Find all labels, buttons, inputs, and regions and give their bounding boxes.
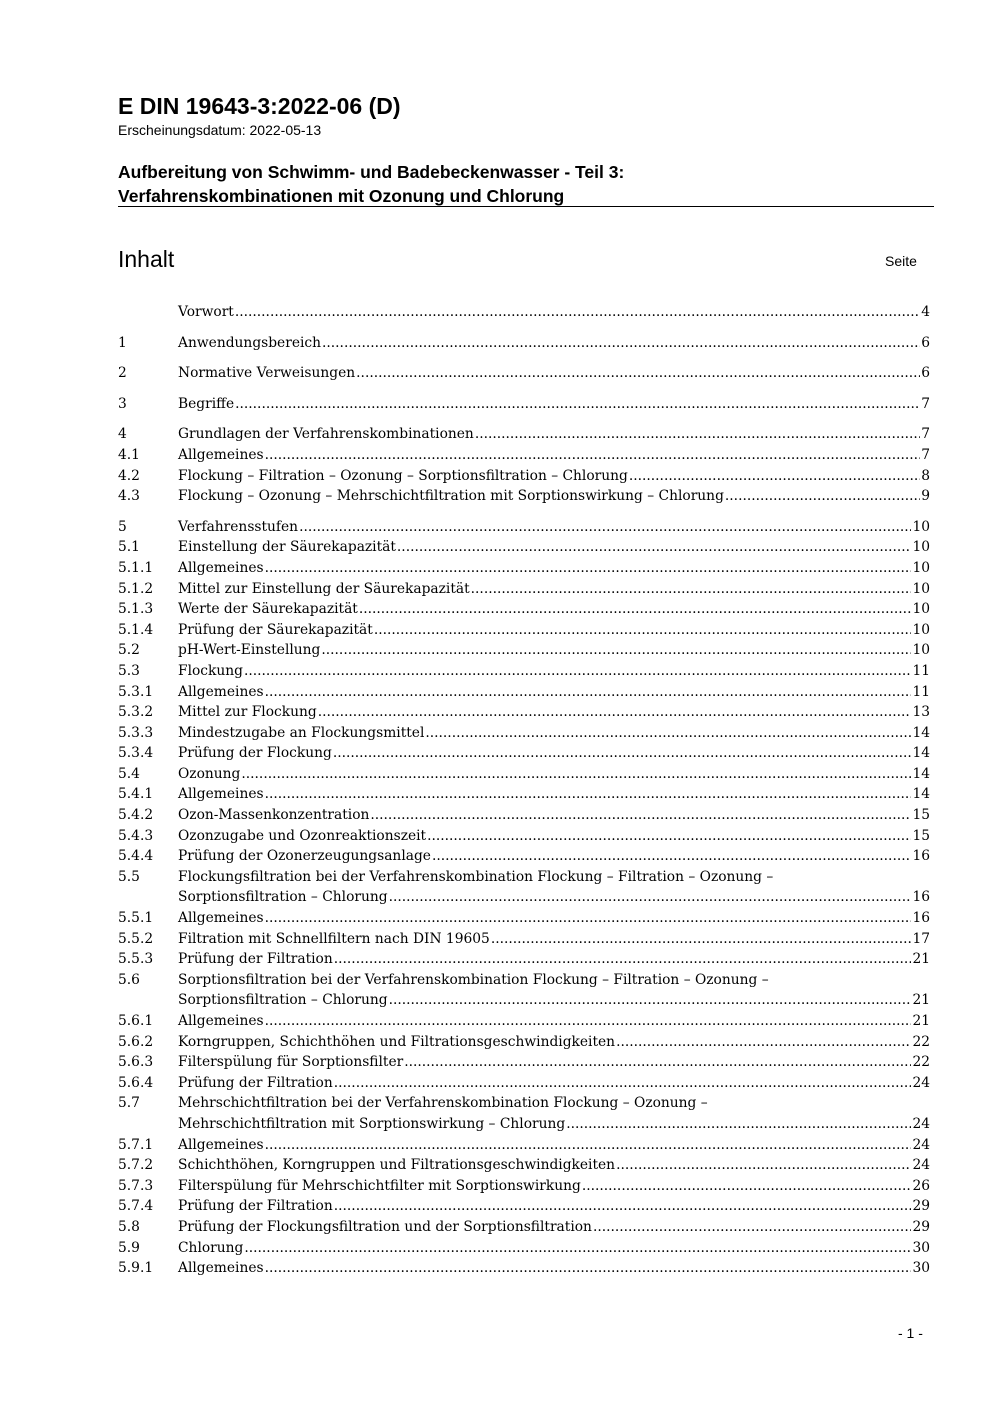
toc-entry[interactable] bbox=[118, 1032, 930, 1053]
toc-leader-dots bbox=[322, 333, 920, 354]
toc-entry-page: 13 bbox=[912, 704, 930, 721]
toc-entry-page: 21 bbox=[912, 1013, 930, 1029]
toc-entry[interactable] bbox=[118, 424, 930, 445]
toc-entry-number: 4.1 bbox=[118, 446, 140, 463]
toc-entry-page: 22 bbox=[912, 1033, 930, 1050]
toc-entry-page: 14 bbox=[912, 745, 930, 762]
toc-leader-dots bbox=[318, 702, 912, 723]
toc-entry-number: 5.1.1 bbox=[118, 559, 154, 576]
toc-entry[interactable] bbox=[118, 466, 930, 487]
toc-entry[interactable] bbox=[118, 1135, 930, 1156]
toc-entry[interactable] bbox=[118, 1238, 930, 1259]
toc-entry-label: Allgemeines bbox=[178, 910, 264, 927]
toc-entry-label: pH-Wert-Einstellung bbox=[178, 642, 321, 659]
toc-entry[interactable] bbox=[118, 805, 930, 826]
toc-entry-number: 5.4.3 bbox=[118, 827, 154, 844]
toc-entry-page: 10 bbox=[912, 621, 930, 638]
toc-entry-page: 22 bbox=[912, 1054, 930, 1071]
toc-leader-dots bbox=[265, 558, 912, 579]
toc-entry-label: Prüfung der Säurekapazität bbox=[178, 621, 373, 638]
toc-entry-number: 3 bbox=[118, 395, 127, 412]
toc-entry-label: Mehrschichtfiltration bei der Verfahrenskombination Flockung – Ozonung – bbox=[178, 1095, 708, 1112]
toc-leader-dots bbox=[566, 1114, 911, 1135]
toc-entry-label: Mittel zur Einstellung der Säurekapazität bbox=[178, 580, 470, 597]
toc-entry[interactable] bbox=[118, 1258, 930, 1279]
toc-entry-number: 1 bbox=[118, 334, 127, 351]
toc-leader-dots bbox=[616, 1155, 911, 1176]
toc-entry[interactable] bbox=[118, 846, 930, 867]
toc-entry[interactable] bbox=[118, 743, 930, 764]
toc-leader-dots bbox=[370, 805, 911, 826]
table-of-contents bbox=[118, 302, 930, 1279]
toc-entry-page: 24 bbox=[912, 1074, 930, 1091]
toc-entry-number: 5.5.1 bbox=[118, 910, 154, 927]
toc-entry-label: Allgemeines bbox=[178, 683, 264, 700]
toc-entry-number: 5.4 bbox=[118, 765, 140, 782]
toc-entry-number: 5.1.4 bbox=[118, 621, 154, 638]
toc-entry[interactable] bbox=[118, 702, 930, 723]
toc-entry-label: Sorptionsfiltration – Chlorung bbox=[178, 889, 388, 906]
toc-leader-dots bbox=[471, 579, 912, 600]
toc-entry-number: 5.3.2 bbox=[118, 704, 154, 721]
toc-entry[interactable] bbox=[118, 682, 930, 703]
toc-leader-dots bbox=[265, 784, 912, 805]
toc-entry[interactable] bbox=[118, 558, 930, 579]
toc-entry[interactable] bbox=[118, 620, 930, 641]
toc-leader-dots bbox=[265, 682, 912, 703]
toc-entry[interactable] bbox=[118, 333, 930, 354]
toc-entry-label: Filterspülung für Mehrschichtfilter mit Sorptionswirkung bbox=[178, 1177, 581, 1194]
toc-entry[interactable] bbox=[118, 1093, 930, 1114]
toc-entry-page: 11 bbox=[912, 683, 930, 700]
toc-entry-label: Sorptionsfiltration – Chlorung bbox=[178, 992, 388, 1009]
toc-entry-page: 7 bbox=[921, 426, 930, 443]
toc-leader-dots bbox=[299, 517, 911, 538]
toc-entry-label: Begriffe bbox=[178, 395, 235, 412]
toc-entry-page: 7 bbox=[921, 395, 930, 412]
toc-entry[interactable] bbox=[118, 537, 930, 558]
toc-entry[interactable] bbox=[118, 887, 930, 908]
toc-entry[interactable] bbox=[118, 1011, 930, 1032]
toc-entry-label: Prüfung der Flockungsfiltration und der Sorptionsfiltration bbox=[178, 1218, 592, 1235]
toc-entry-number: 5.5 bbox=[118, 868, 140, 885]
toc-entry-label: Vorwort bbox=[178, 304, 234, 320]
toc-entry-label: Ozonzugabe und Ozonreaktionszeit bbox=[178, 827, 427, 844]
toc-entry-label: Mindestzugabe an Flockungsmittel bbox=[178, 724, 425, 741]
document-title bbox=[118, 160, 624, 208]
toc-entry-label: Prüfung der Flockung bbox=[178, 745, 332, 762]
toc-entry-number: 5.5.2 bbox=[118, 930, 154, 947]
toc-entry[interactable] bbox=[118, 949, 930, 970]
toc-leader-dots bbox=[235, 302, 920, 323]
toc-leader-dots bbox=[425, 723, 911, 744]
toc-entry-page: 16 bbox=[912, 910, 930, 927]
toc-leader-dots bbox=[334, 1073, 912, 1094]
toc-entry-label: Flockungsfiltration bei der Verfahrenskombination Flockung – Filtration – Ozonung – bbox=[178, 868, 774, 885]
toc-leader-dots bbox=[321, 640, 911, 661]
toc-entry-number: 5.8 bbox=[118, 1218, 140, 1235]
toc-entry-page: 30 bbox=[912, 1239, 930, 1256]
toc-entry-page: 15 bbox=[912, 807, 930, 824]
document-id: E DIN 19643-3:2022-06 (D) bbox=[118, 93, 401, 119]
toc-entry-number: 5.7.3 bbox=[118, 1177, 154, 1194]
toc-entry-number: 5.4.2 bbox=[118, 807, 154, 824]
toc-leader-dots bbox=[265, 1258, 912, 1279]
toc-entry-number: 5.1 bbox=[118, 539, 140, 556]
toc-entry-page: 24 bbox=[912, 1157, 930, 1174]
toc-entry-number: 5.3.3 bbox=[118, 724, 154, 741]
toc-entry-page: 14 bbox=[912, 724, 930, 741]
toc-entry-number: 5.4.4 bbox=[118, 848, 154, 865]
toc-leader-dots bbox=[235, 394, 920, 415]
toc-entry-page: 21 bbox=[912, 951, 930, 968]
toc-entry-label: Prüfung der Ozonerzeugungsanlage bbox=[178, 848, 431, 865]
toc-entry-page: 16 bbox=[912, 889, 930, 906]
toc-entry[interactable] bbox=[118, 302, 930, 323]
toc-entry[interactable] bbox=[118, 1155, 930, 1176]
toc-entry-number: 5.3 bbox=[118, 662, 140, 679]
page-column-label: Seite bbox=[885, 253, 917, 269]
toc-entry[interactable] bbox=[118, 363, 930, 384]
toc-entry-number: 5.5.3 bbox=[118, 951, 154, 968]
toc-entry[interactable] bbox=[118, 826, 930, 847]
toc-entry-number: 5.6 bbox=[118, 971, 140, 988]
toc-leader-dots bbox=[582, 1176, 912, 1197]
toc-entry-page: 6 bbox=[921, 365, 930, 382]
toc-entry-number: 4.3 bbox=[118, 488, 140, 505]
toc-entry-number: 5.6.3 bbox=[118, 1054, 154, 1071]
toc-entry-number: 5.9.1 bbox=[118, 1260, 154, 1277]
toc-leader-dots bbox=[491, 929, 912, 950]
toc-entry-page: 16 bbox=[912, 848, 930, 865]
toc-entry-label: Anwendungsbereich bbox=[178, 334, 322, 351]
toc-entry[interactable] bbox=[118, 764, 930, 785]
toc-entry-label: Korngruppen, Schichthöhen und Filtrationsgeschwindigkeiten bbox=[178, 1033, 616, 1050]
toc-entry[interactable] bbox=[118, 1073, 930, 1094]
toc-entry-page: 10 bbox=[912, 642, 930, 659]
toc-entry-label: Einstellung der Säurekapazität bbox=[178, 539, 396, 556]
toc-leader-dots bbox=[725, 486, 920, 507]
toc-entry-page: 30 bbox=[912, 1260, 930, 1277]
toc-leader-dots bbox=[265, 1135, 912, 1156]
toc-leader-dots bbox=[404, 1052, 911, 1073]
toc-leader-dots bbox=[427, 826, 911, 847]
toc-entry-label: Filterspülung für Sorptionsfilter bbox=[178, 1054, 404, 1071]
toc-entry-label: Verfahrensstufen bbox=[178, 518, 299, 535]
toc-entry[interactable] bbox=[118, 1196, 930, 1217]
toc-entry-label: Ozonung bbox=[178, 765, 241, 782]
toc-entry[interactable] bbox=[118, 867, 930, 888]
toc-entry-label: Werte der Säurekapazität bbox=[178, 601, 358, 618]
toc-entry[interactable] bbox=[118, 394, 930, 415]
toc-leader-dots bbox=[244, 661, 911, 682]
toc-entry[interactable] bbox=[118, 445, 930, 466]
toc-entry[interactable] bbox=[118, 599, 930, 620]
toc-entry[interactable] bbox=[118, 970, 930, 991]
toc-entry-number: 5.7 bbox=[118, 1095, 140, 1112]
toc-leader-dots bbox=[593, 1217, 912, 1238]
toc-entry-label: Allgemeines bbox=[178, 786, 264, 803]
toc-leader-dots bbox=[616, 1032, 911, 1053]
toc-entry-page: 17 bbox=[912, 930, 930, 947]
toc-leader-dots bbox=[334, 1196, 912, 1217]
toc-entry-page: 11 bbox=[912, 662, 930, 679]
toc-entry-number: 5.2 bbox=[118, 642, 140, 659]
toc-leader-dots bbox=[244, 1238, 911, 1259]
toc-entry[interactable] bbox=[118, 723, 930, 744]
toc-entry-label: Allgemeines bbox=[178, 1136, 264, 1153]
toc-entry-number: 5 bbox=[118, 518, 127, 535]
toc-entry-page: 10 bbox=[912, 539, 930, 556]
toc-entry-label: Prüfung der Filtration bbox=[178, 1074, 333, 1091]
toc-entry-page: 14 bbox=[912, 786, 930, 803]
toc-leader-dots bbox=[265, 445, 921, 466]
toc-entry[interactable] bbox=[118, 486, 930, 507]
toc-entry-label: Allgemeines bbox=[178, 446, 264, 463]
toc-entry-page: 10 bbox=[912, 580, 930, 597]
footer-page-number: - 1 - bbox=[898, 1325, 923, 1341]
toc-leader-dots bbox=[397, 537, 912, 558]
toc-entry-page: 10 bbox=[912, 601, 930, 618]
toc-entry-page: 4 bbox=[921, 304, 930, 320]
toc-entry[interactable] bbox=[118, 1052, 930, 1073]
toc-leader-dots bbox=[333, 743, 912, 764]
toc-entry[interactable] bbox=[118, 908, 930, 929]
toc-entry-page: 15 bbox=[912, 827, 930, 844]
toc-entry-number: 5.4.1 bbox=[118, 786, 154, 803]
toc-entry-label: Filtration mit Schnellfiltern nach DIN 19605 bbox=[178, 930, 490, 947]
toc-leader-dots bbox=[389, 990, 912, 1011]
toc-entry[interactable] bbox=[118, 1114, 930, 1135]
toc-entry-label: Chlorung bbox=[178, 1239, 244, 1256]
toc-entry-page: 10 bbox=[912, 518, 930, 535]
toc-entry-page: 6 bbox=[921, 334, 930, 351]
title-line-2: Verfahrenskombinationen mit Ozonung und Chlorung bbox=[118, 186, 565, 206]
toc-entry-number: 5.9 bbox=[118, 1239, 140, 1256]
toc-entry-label: Schichthöhen, Korngruppen und Filtrationsgeschwindigkeiten bbox=[178, 1157, 616, 1174]
toc-entry-label: Sorptionsfiltration bei der Verfahrenskombination Flockung – Filtration – Ozonung – bbox=[178, 971, 769, 988]
toc-leader-dots bbox=[265, 908, 912, 929]
toc-entry-number: 5.1.3 bbox=[118, 601, 154, 618]
toc-entry-number: 5.7.2 bbox=[118, 1157, 154, 1174]
toc-entry[interactable] bbox=[118, 1217, 930, 1238]
toc-entry-number: 5.6.4 bbox=[118, 1074, 154, 1091]
toc-entry[interactable] bbox=[118, 579, 930, 600]
toc-entry-number: 5.3.1 bbox=[118, 683, 154, 700]
toc-entry-label: Normative Verweisungen bbox=[178, 365, 356, 382]
toc-entry-number: 5.6.2 bbox=[118, 1033, 154, 1050]
toc-entry-label: Allgemeines bbox=[178, 559, 264, 576]
toc-entry-label: Mehrschichtfiltration mit Sorptionswirkung – Chlorung bbox=[178, 1115, 566, 1132]
toc-entry-page: 10 bbox=[912, 559, 930, 576]
toc-entry-number: 5.7.4 bbox=[118, 1198, 154, 1215]
toc-entry-page: 21 bbox=[912, 992, 930, 1009]
toc-entry-label: Flockung – Ozonung – Mehrschichtfiltration mit Sorptionswirkung – Chlorung bbox=[178, 488, 724, 505]
toc-leader-dots bbox=[374, 620, 912, 641]
toc-entry-label: Flockung bbox=[178, 662, 243, 679]
toc-entry-page: 14 bbox=[912, 765, 930, 782]
toc-entry[interactable] bbox=[118, 990, 930, 1011]
publication-date: Erscheinungsdatum: 2022-05-13 bbox=[118, 122, 322, 138]
toc-entry[interactable] bbox=[118, 517, 930, 538]
toc-leader-dots bbox=[432, 846, 911, 867]
toc-entry-label: Allgemeines bbox=[178, 1013, 264, 1029]
toc-entry[interactable] bbox=[118, 929, 930, 950]
toc-entry-page: 8 bbox=[921, 467, 930, 484]
toc-entry-number: 5.6.1 bbox=[118, 1013, 154, 1029]
toc-entry-page: 29 bbox=[912, 1218, 930, 1235]
toc-entry-number: 4.2 bbox=[118, 467, 140, 484]
toc-entry[interactable] bbox=[118, 661, 930, 682]
toc-leader-dots bbox=[389, 887, 912, 908]
toc-entry-page: 24 bbox=[912, 1136, 930, 1153]
toc-entry[interactable] bbox=[118, 784, 930, 805]
title-line-1: Aufbereitung von Schwimm- und Badebeckenwasser - Teil 3: bbox=[118, 162, 625, 182]
toc-entry-label: Prüfung der Filtration bbox=[178, 951, 333, 968]
toc-entry-label: Grundlagen der Verfahrenskombinationen bbox=[178, 426, 474, 443]
toc-entry-number: 5.3.4 bbox=[118, 745, 154, 762]
toc-leader-dots bbox=[356, 363, 920, 384]
toc-leader-dots bbox=[629, 466, 920, 487]
toc-entry-page: 29 bbox=[912, 1198, 930, 1215]
toc-entry-page: 7 bbox=[921, 446, 930, 463]
toc-entry-label: Allgemeines bbox=[178, 1260, 264, 1277]
toc-heading: Inhalt bbox=[118, 246, 175, 272]
toc-entry-label: Prüfung der Filtration bbox=[178, 1198, 333, 1215]
toc-entry-label: Ozon-Massenkonzentration bbox=[178, 807, 370, 824]
toc-entry[interactable] bbox=[118, 640, 930, 661]
toc-leader-dots bbox=[334, 949, 912, 970]
toc-entry-number: 5.7.1 bbox=[118, 1136, 154, 1153]
toc-entry-label: Mittel zur Flockung bbox=[178, 704, 317, 721]
toc-entry-page: 26 bbox=[912, 1177, 930, 1194]
toc-entry-page: 24 bbox=[912, 1115, 930, 1132]
toc-entry-number: 2 bbox=[118, 365, 127, 382]
toc-entry-number: 4 bbox=[118, 426, 127, 443]
toc-leader-dots bbox=[241, 764, 911, 785]
toc-entry-page: 9 bbox=[921, 488, 930, 505]
toc-leader-dots bbox=[359, 599, 912, 620]
title-divider bbox=[118, 206, 934, 207]
toc-leader-dots bbox=[475, 424, 920, 445]
toc-leader-dots bbox=[265, 1011, 912, 1032]
toc-entry-number: 5.1.2 bbox=[118, 580, 154, 597]
toc-entry[interactable] bbox=[118, 1176, 930, 1197]
toc-entry-label: Flockung – Filtration – Ozonung – Sorptionsfiltration – Chlorung bbox=[178, 467, 628, 484]
